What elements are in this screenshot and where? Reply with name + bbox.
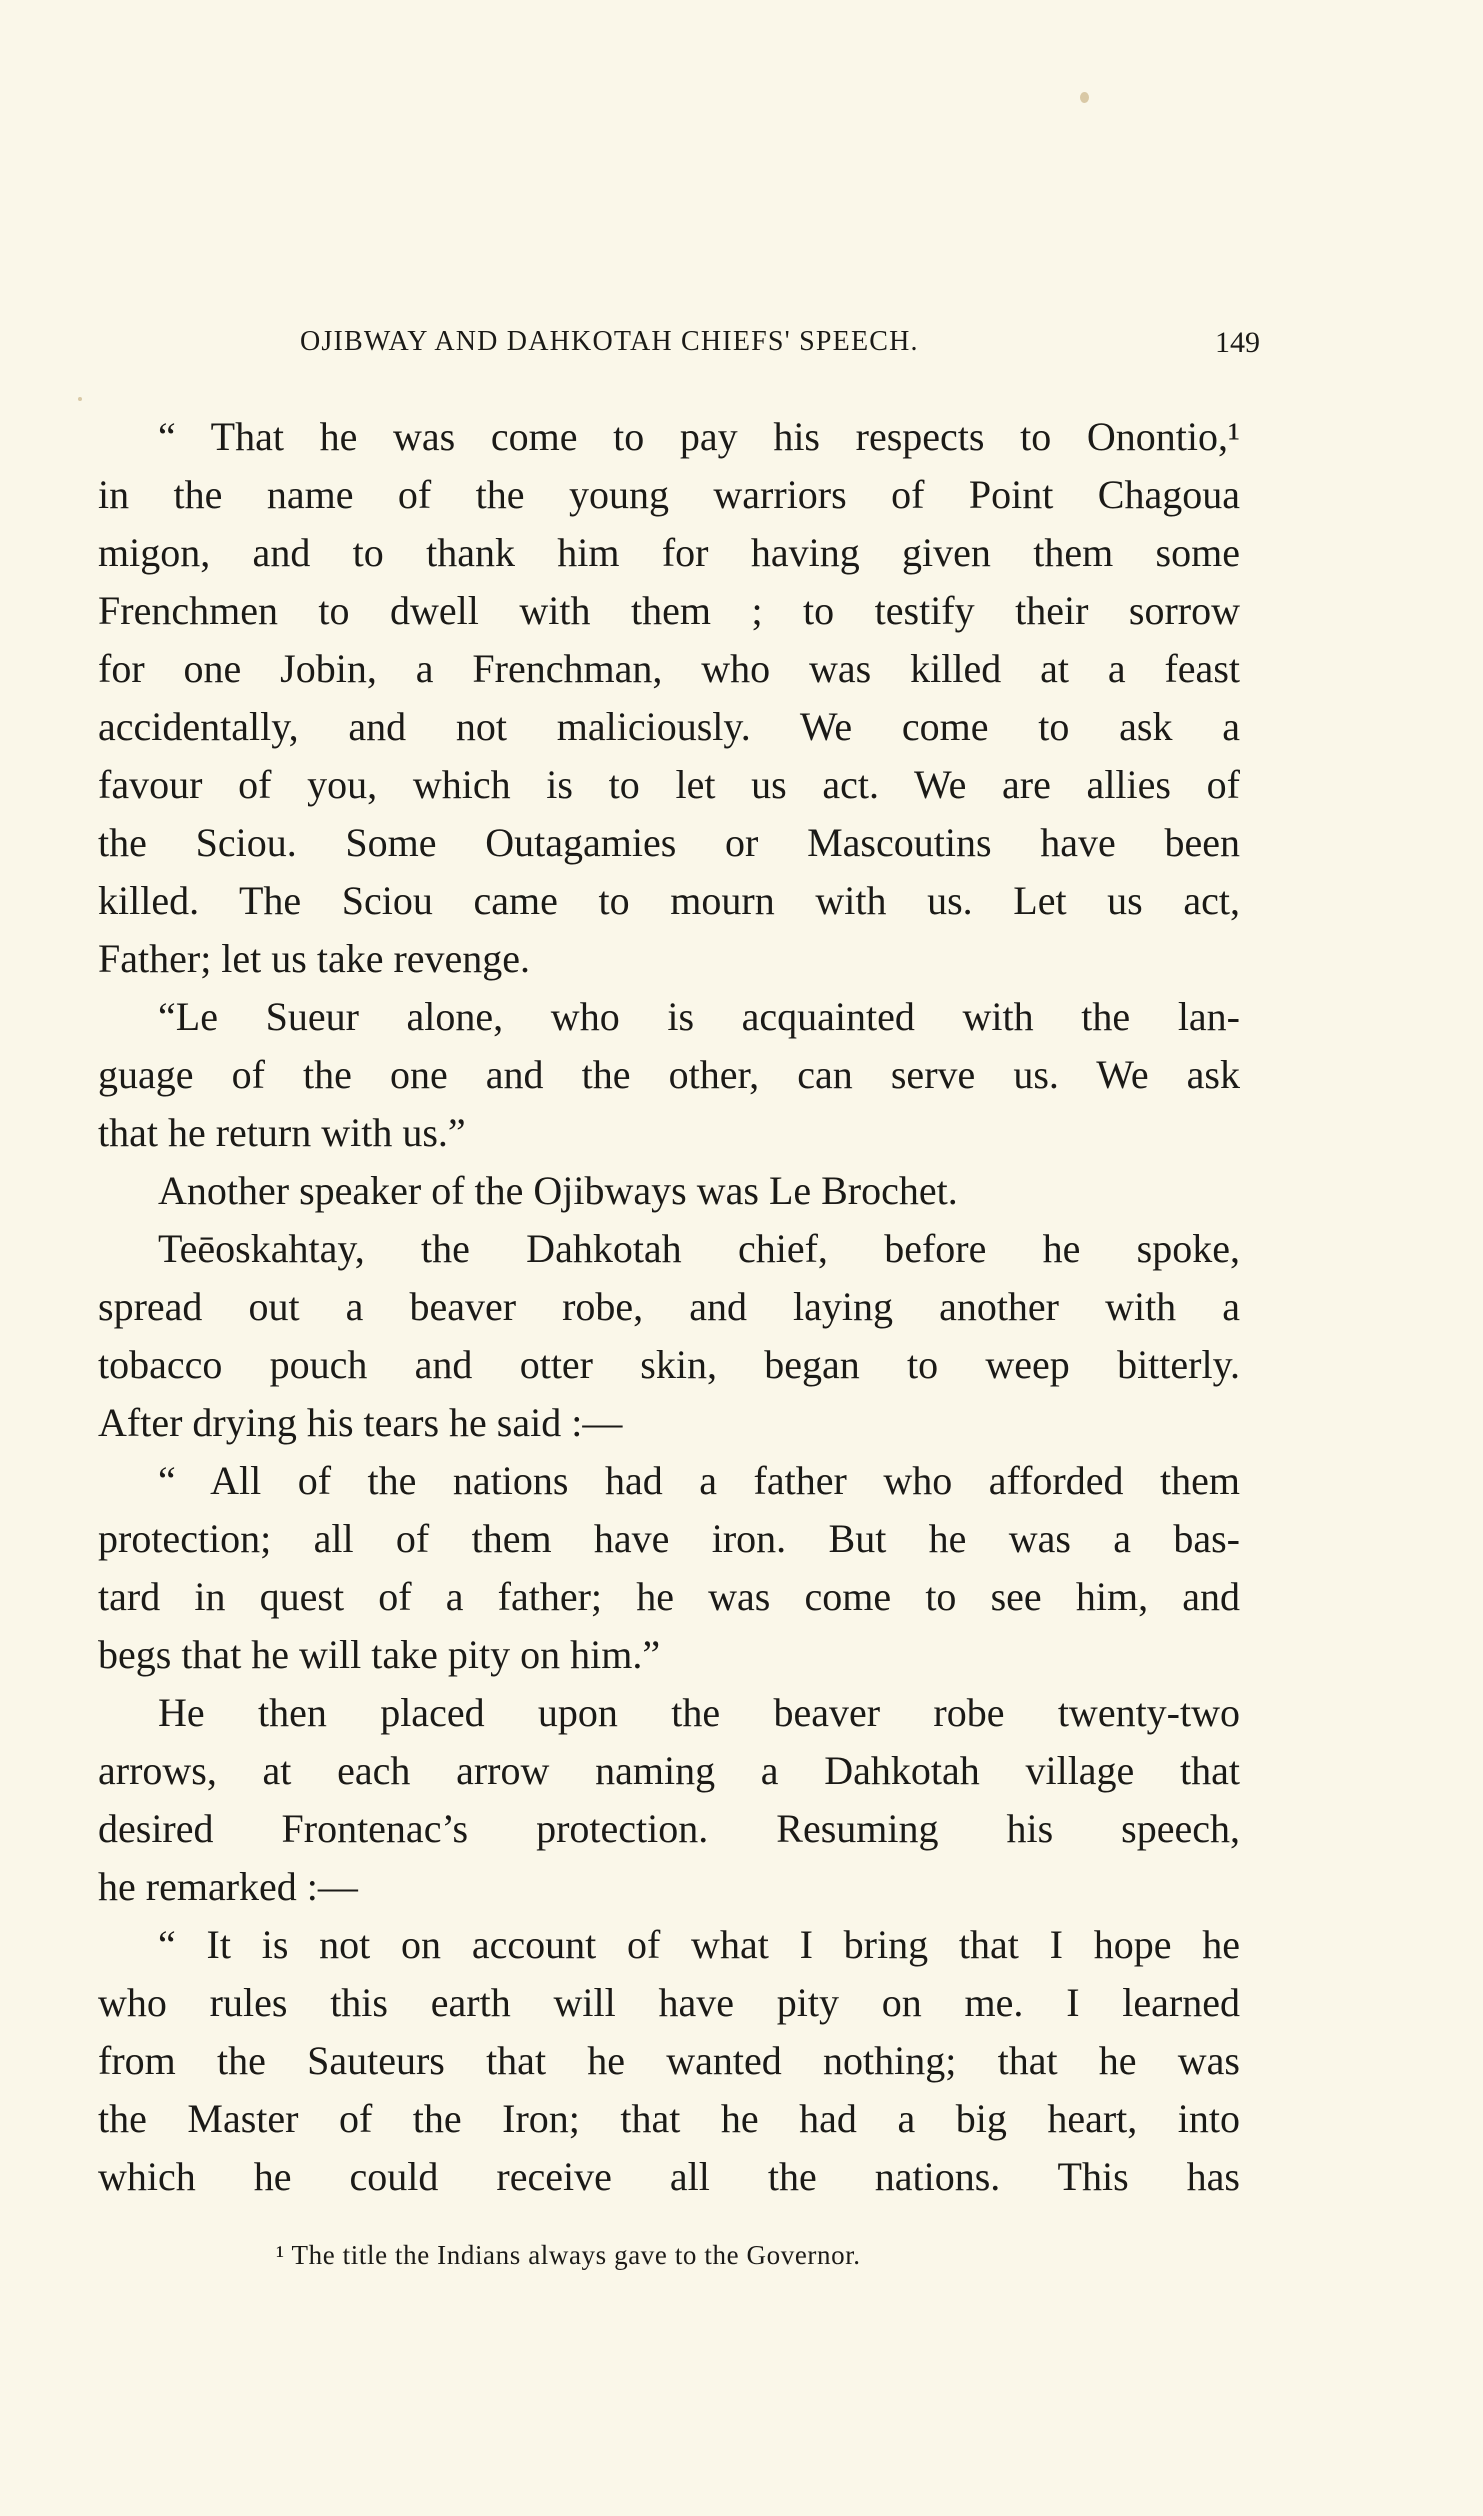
paper-speck [1080,92,1089,103]
body-text [98,408,1240,2206]
text-line: who rules this earth will have pity on me. I learned [98,1980,1240,2025]
text-line: Another speaker of the Ojibways was Le Brochet. [158,1168,958,1213]
text-line: he remarked :— [98,1864,358,1909]
text-line: guage of the one and the other, can serve us. We ask [98,1052,1240,1097]
text-line: begs that he will take pity on him.” [98,1632,661,1677]
text-line: tard in quest of a father; he was come to see him, and [98,1574,1240,1619]
text-line: “ It is not on account of what I bring that I hope he [158,1922,1240,1967]
text-line: “Le Sueur alone, who is acquainted with the lan- [158,994,1240,1039]
text-line: After drying his tears he said :— [98,1400,623,1445]
text-line: desired Frontenac’s protection. Resuming his speech, [98,1806,1240,1851]
text-line: the Master of the Iron; that he had a big heart, into [98,2096,1240,2141]
text-line: “ That he was come to pay his respects to Onontio,¹ [158,414,1240,459]
page-number: 149 [1215,326,1260,359]
text-line: spread out a beaver robe, and laying another with a [98,1284,1240,1329]
text-line: killed. The Sciou came to mourn with us. Let us act, [98,878,1240,923]
text-line: arrows, at each arrow naming a Dahkotah village that [98,1748,1240,1793]
footnote: ¹ The title the Indians always gave to the Governor. [276,2240,861,2270]
text-line: Frenchmen to dwell with them ; to testify their sorrow [98,588,1240,633]
text-line: favour of you, which is to let us act. We are allies of [98,762,1240,807]
text-line: for one Jobin, a Frenchman, who was killed at a feast [98,646,1240,691]
text-line: protection; all of them have iron. But he was a bas- [98,1516,1240,1561]
text-line: “ All of the nations had a father who afforded them [158,1458,1240,1503]
text-line: He then placed upon the beaver robe twenty-two [158,1690,1240,1735]
text-line: that he return with us.” [98,1110,466,1155]
text-line: Father; let us take revenge. [98,936,531,981]
text-line: Teēoskahtay, the Dahkotah chief, before he spoke, [158,1226,1240,1271]
running-head [300,326,1260,376]
text-line: migon, and to thank him for having given them some [98,530,1240,575]
text-line: the Sciou. Some Outagamies or Mascoutins have been [98,820,1240,865]
running-title: OJIBWAY AND DAHKOTAH CHIEFS' SPEECH. [300,326,919,357]
text-line: tobacco pouch and otter skin, began to weep bitterly. [98,1342,1240,1387]
text-line: from the Sauteurs that he wanted nothing; that he was [98,2038,1240,2083]
paper-speck [78,397,82,401]
text-line: which he could receive all the nations. This has [98,2154,1240,2199]
text-line: accidentally, and not maliciously. We come to ask a [98,704,1240,749]
text-line: in the name of the young warriors of Point Chagoua [98,472,1240,517]
